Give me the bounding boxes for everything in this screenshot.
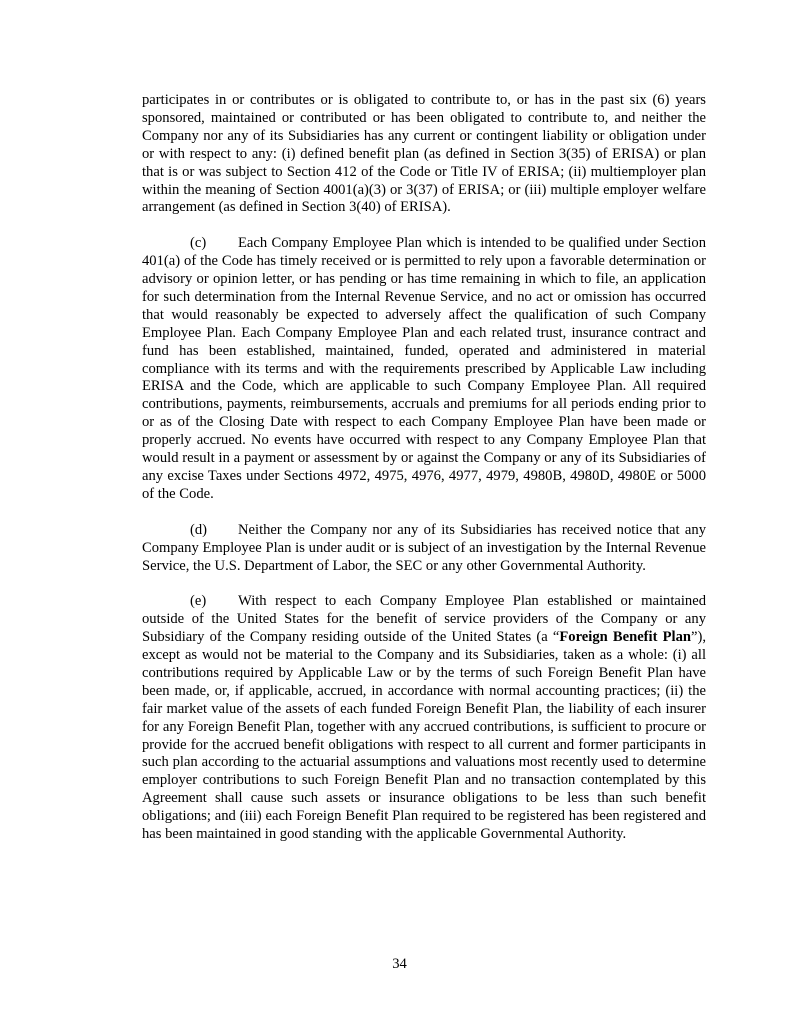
paragraph-e-text-before: With respect to each Company Employee Plan established or maintained outside of the United States for the benefit of service providers of the Company or any Subsidiary of the Company residing outside of the United States (a “ [142,593,706,646]
paragraph-c [142,235,706,504]
document-page [142,92,706,862]
paragraph-e-label: (e) [190,593,207,610]
paragraph-d-text: Neither the Company nor any of its Subsidiaries has received notice that any Company Employee Plan is under audit or is subject of an investigation by the Internal Revenue Service, the U.S. Department of Labor, the SEC or any other Governmental Authority. [142,521,706,574]
paragraph-e-text-after: ”), except as would not be material to the Company and its Subsidiaries, taken as a whole: (i) all contributions required by Applicable Law or by the terms of such Foreign Benefit Plan have been made, or, if applicable, accrued, in accordance with normal accounting practices; (ii) the fair market value of the assets of each funded Foreign Benefit Plan, the liability of each insurer for any Foreign Benefit Plan, together with any accrued contributions, is sufficient to procure or provide for the accrued benefit obligations with respect to all current and former participants in such plan according to the actuarial assumptions and valuations most recently used to determine employer contributions to such Foreign Benefit Plan and no transaction contemplated by this Agreement shall cause such assets or insurance obligations to be less than such benefit obligations; and (iii) each Foreign Benefit Plan required to be registered has been registered and has been maintained in good standing with the applicable Governmental Authority. [142,629,706,843]
paragraph-e [142,593,706,844]
page-number: 34 [392,956,407,972]
paragraph-intro: participates in or contributes or is obligated to contribute to, or has in the past six (6) years sponsored, maintained or contributed or has been obligated to contribute to, and neither the Company nor any of its Subsidiaries has any current or contingent liability or obligation under or with respect to any: (i) defined benefit plan (as defined in Section 3(35) of ERISA) or plan that is or was subject to Section 412 of the Code or Title IV of ERISA; (ii) multiemployer plan within the meaning of Section 4001(a)(3) or 3(37) of ERISA; or (iii) multiple employer welfare arrangement (as defined in Section 3(40) of ERISA). [142,92,706,216]
paragraph-d [142,522,706,576]
paragraph-c-text: Each Company Employee Plan which is intended to be qualified under Section 401(a) of the Code has timely received or is permitted to rely upon a favorable determination or advisory or opinion letter, or has pending or has time remaining in which to file, an application for such determination from the Internal Revenue Service, and no act or omission has occurred that would reasonably be expected to adversely affect the qualification of such Company Employee Plan. Each Company Employee Plan and each related trust, insurance contract and fund has been established, maintained, funded, operated and administered in material compliance with its terms and with the requirements prescribed by Applicable Law including ERISA and the Code, which are applicable to such Company Employee Plan. All required contributions, payments, reimbursements, accruals and premiums for all periods ending prior to or as of the Closing Date with respect to each Company Employee Plan have been made or properly accrued. No events have occurred with respect to any Company Employee Plan that would result in a payment or assessment by or against the Company or any of its Subsidiaries of any excise Taxes under Sections 4972, 4975, 4976, 4977, 4979, 4980B, 4980D, 4980E or 5000 of the Code. [142,235,706,502]
paragraph-d-label: (d) [190,521,208,538]
defined-term-foreign-benefit-plan: Foreign Benefit Plan [559,629,691,646]
paragraph-c-label: (c) [190,235,207,252]
